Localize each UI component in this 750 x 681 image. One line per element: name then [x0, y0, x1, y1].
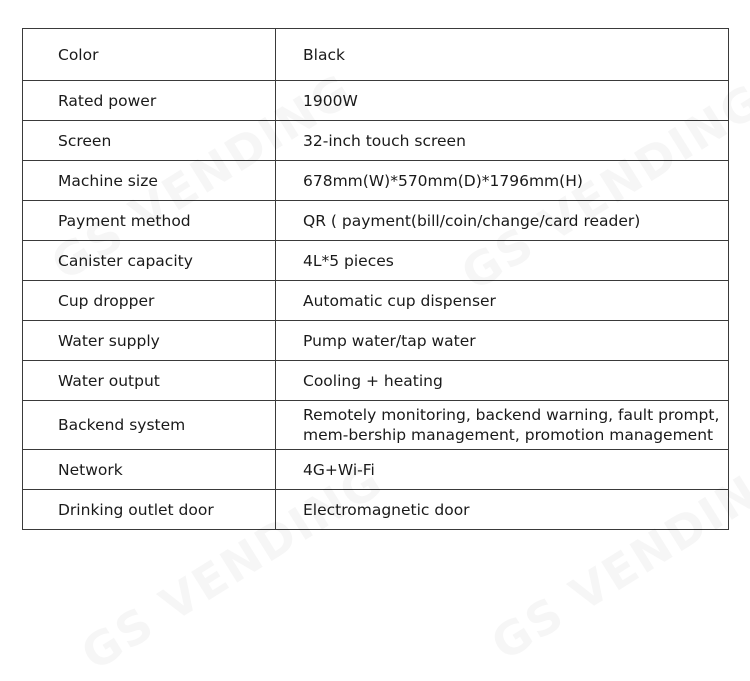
table-row	[23, 281, 729, 321]
table-row	[23, 450, 729, 490]
spec-label: Rated power	[23, 81, 276, 121]
spec-label: Machine size	[23, 161, 276, 201]
spec-label: Screen	[23, 121, 276, 161]
spec-value: 4G+Wi-Fi	[276, 450, 729, 490]
spec-label: Color	[23, 29, 276, 81]
spec-label: Network	[23, 450, 276, 490]
table-row	[23, 401, 729, 450]
spec-label: Payment method	[23, 201, 276, 241]
table-row	[23, 81, 729, 121]
spec-value: 1900W	[276, 81, 729, 121]
spec-value: 4L*5 pieces	[276, 241, 729, 281]
table-row	[23, 241, 729, 281]
spec-label: Water supply	[23, 321, 276, 361]
spec-value: Remotely monitoring, backend warning, fault prompt, mem-bership management, promotion management	[276, 401, 729, 450]
table-row	[23, 321, 729, 361]
table-row	[23, 490, 729, 530]
table-row	[23, 201, 729, 241]
table-row	[23, 361, 729, 401]
spec-label: Water output	[23, 361, 276, 401]
spec-label: Drinking outlet door	[23, 490, 276, 530]
spec-value: 678mm(W)*570mm(D)*1796mm(H)	[276, 161, 729, 201]
spec-label: Canister capacity	[23, 241, 276, 281]
spec-value: Black	[276, 29, 729, 81]
spec-value: Pump water/tap water	[276, 321, 729, 361]
table-row	[23, 121, 729, 161]
specification-table	[22, 28, 729, 530]
spec-value: 32-inch touch screen	[276, 121, 729, 161]
table-row	[23, 29, 729, 81]
spec-label: Cup dropper	[23, 281, 276, 321]
spec-value: QR ( payment(bill/coin/change/card reader)	[276, 201, 729, 241]
spec-value: Cooling + heating	[276, 361, 729, 401]
spec-label: Backend system	[23, 401, 276, 450]
table-row	[23, 161, 729, 201]
spec-value: Electromagnetic door	[276, 490, 729, 530]
spec-value: Automatic cup dispenser	[276, 281, 729, 321]
